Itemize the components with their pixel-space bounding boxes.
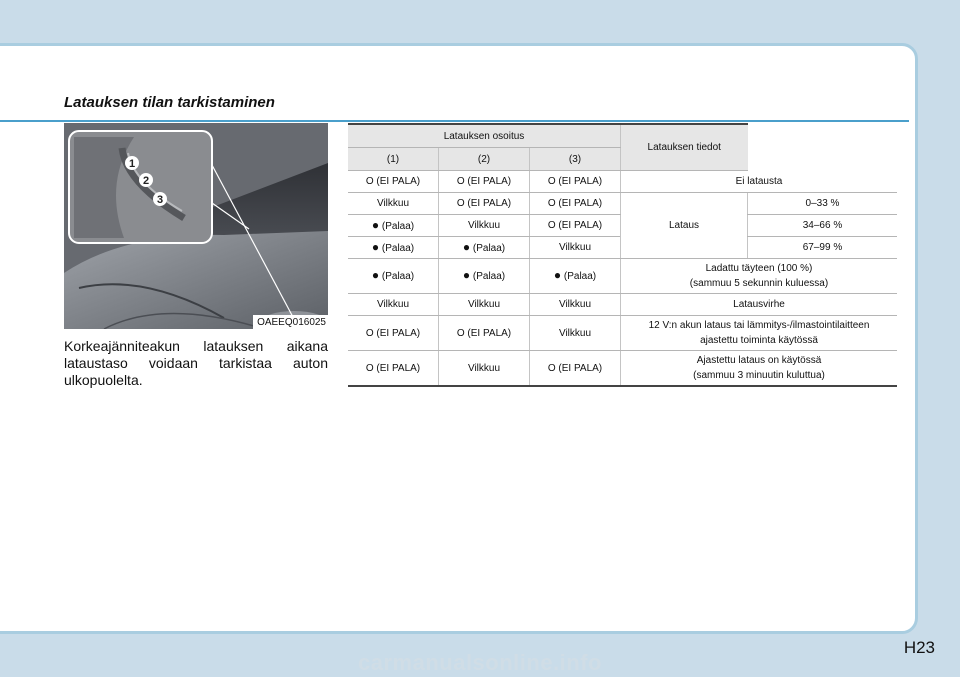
table-row [348, 294, 897, 316]
car-charging-indicator-figure [64, 123, 328, 329]
table-row [348, 316, 897, 351]
led-on-icon: ● [553, 268, 562, 282]
table-cell: ● (Palaa) [530, 259, 621, 294]
status-cell: Latausvirhe [621, 294, 898, 316]
table-cell: Vilkkuu [439, 294, 530, 316]
svg-text:1: 1 [128, 158, 136, 170]
table-cell: Vilkkuu [530, 237, 621, 259]
table-row [348, 259, 897, 294]
table-cell: O (EI PALA) [348, 351, 439, 387]
page-number: H23 [903, 638, 935, 657]
status-cell-charging: Lataus [621, 193, 748, 259]
table-row [348, 171, 897, 193]
led-on-icon: ● [462, 239, 471, 254]
marker-2 [139, 173, 153, 187]
svg-text:2: 2 [142, 175, 150, 187]
level-cell: 0–33 % [748, 193, 898, 215]
table-cell: O (EI PALA) [439, 171, 530, 193]
table-cell: Vilkkuu [348, 294, 439, 316]
status-cell: Ei latausta [621, 171, 898, 193]
table-cell: Vilkkuu [439, 215, 530, 237]
table-cell: O (EI PALA) [348, 171, 439, 193]
level-cell: 67–99 % [748, 237, 898, 259]
marker-3 [153, 192, 167, 206]
svg-text:3: 3 [156, 194, 164, 206]
table-cell: Vilkkuu [530, 316, 621, 351]
header-details: Latauksen tiedot [621, 124, 748, 171]
table-cell: Vilkkuu [439, 351, 530, 387]
charging-status-table [348, 123, 897, 387]
table-cell: ● (Palaa) [348, 259, 439, 294]
led-on-icon: ● [371, 268, 380, 282]
level-cell: 34–66 % [748, 215, 898, 237]
figure-code: OAEEQ016025 [253, 315, 328, 329]
header-col-2: (2) [439, 148, 530, 171]
table-cell: Vilkkuu [530, 294, 621, 316]
table-cell: ● (Palaa) [348, 215, 439, 237]
header-col-3: (3) [530, 148, 621, 171]
marker-1 [125, 156, 139, 170]
table-cell: O (EI PALA) [530, 351, 621, 387]
table-cell: O (EI PALA) [530, 193, 621, 215]
table-cell: ● (Palaa) [439, 259, 530, 294]
watermark: carmanualsonline.info [358, 650, 602, 675]
table-row [348, 351, 897, 387]
table-cell: O (EI PALA) [439, 316, 530, 351]
led-on-icon: ● [371, 217, 380, 232]
status-cell: 12 V:n akun lataus tai lämmitys-/ilmastointilaitteen ajastettu toiminta käytössä [621, 316, 898, 351]
status-cell: Ladattu täyteen (100 %) (sammuu 5 sekunnin kuluessa) [621, 259, 898, 294]
led-on-icon: ● [371, 239, 380, 254]
markers-layer [64, 123, 328, 329]
status-cell: Ajastettu lataus on käytössä (sammuu 3 minuutin kuluttua) [621, 351, 898, 387]
header-indicator: Latauksen osoitus [348, 124, 621, 148]
table-cell: O (EI PALA) [530, 171, 621, 193]
table-row [348, 193, 897, 215]
table-cell: O (EI PALA) [530, 215, 621, 237]
table-cell: ● (Palaa) [439, 237, 530, 259]
table-cell: O (EI PALA) [439, 193, 530, 215]
table-cell: Vilkkuu [348, 193, 439, 215]
table-cell: ● (Palaa) [348, 237, 439, 259]
header-col-1: (1) [348, 148, 439, 171]
led-on-icon: ● [462, 268, 471, 282]
section-title: Latauksen tilan tarkistaminen [64, 94, 275, 111]
table-cell: O (EI PALA) [348, 316, 439, 351]
header-rule [0, 120, 909, 122]
body-text: Korkeajänniteakun latauksen aikana lataustaso voidaan tarkistaa auton ulkopuolelta. [64, 338, 328, 388]
